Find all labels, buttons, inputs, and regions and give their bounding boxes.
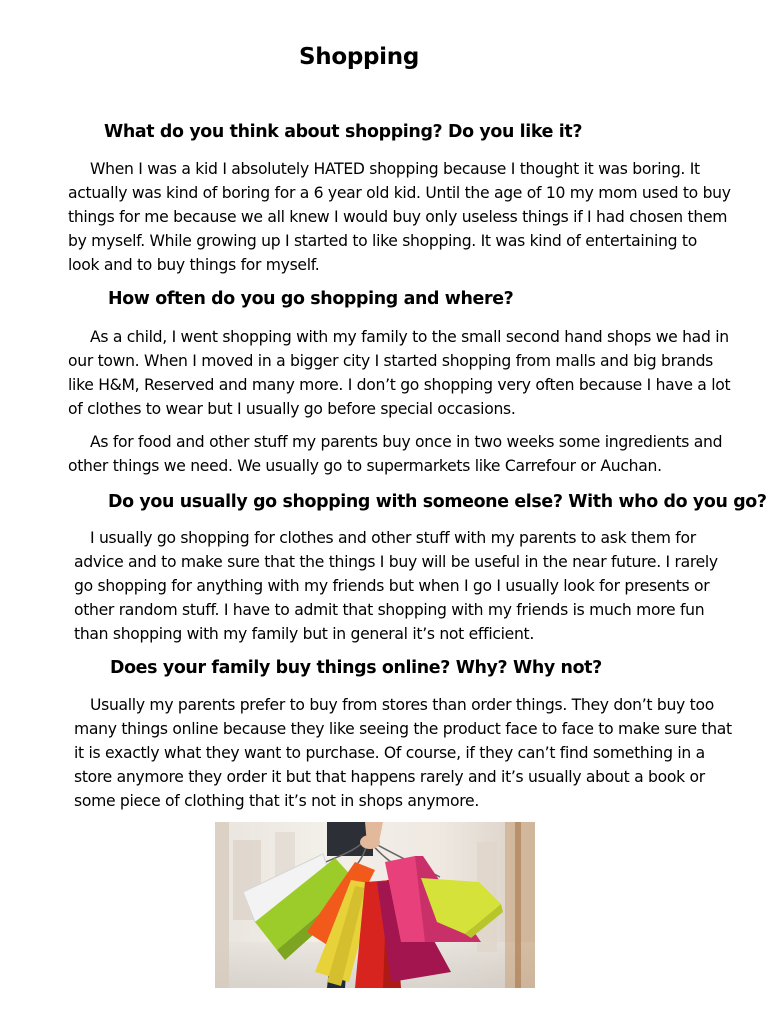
- paragraph: [68, 157, 731, 277]
- page-title: Shopping: [299, 44, 419, 70]
- paragraph-line: store anymore they order it but that happens rarely and it’s usually about a book or: [74, 768, 705, 786]
- paragraph: [68, 430, 722, 478]
- paragraph-line: advice and to make sure that the things I buy will be useful in the near future. I rarely: [74, 553, 718, 571]
- paragraph-line: some piece of clothing that it’s not in shops anymore.: [74, 792, 479, 810]
- paragraph-line: As for food and other stuff my parents buy once in two weeks some ingredients and: [90, 433, 723, 451]
- paragraph-line: When I was a kid I absolutely HATED shopping because I thought it was boring. It: [90, 160, 700, 178]
- paragraph-line: actually was kind of boring for a 6 year old kid. Until the age of 10 my mom used to buy: [68, 184, 731, 202]
- paragraph-line: As a child, I went shopping with my family to the small second hand shops we had in: [90, 328, 729, 346]
- section-heading: How often do you go shopping and where?: [108, 289, 514, 309]
- paragraph-line: look and to buy things for myself.: [68, 256, 320, 274]
- paragraph-line: other random stuff. I have to admit that shopping with my friends is much more fun: [74, 601, 705, 619]
- section-heading: What do you think about shopping? Do you like it?: [104, 122, 583, 142]
- paragraph-line: like H&M, Reserved and many more. I don’t go shopping very often because I have a lot: [68, 376, 731, 394]
- paragraph: [68, 325, 730, 421]
- paragraph-line: of clothes to wear but I usually go before special occasions.: [68, 400, 516, 418]
- paragraph: [74, 526, 718, 646]
- paragraph-line: many things online because they like seeing the product face to face to make sure that: [74, 720, 732, 738]
- shopping-bags-icon: [215, 822, 535, 988]
- section-heading: Do you usually go shopping with someone else? With who do you go?: [108, 492, 767, 512]
- paragraph-line: than shopping with my family but in general it’s not efficient.: [74, 625, 534, 643]
- section-heading: Does your family buy things online? Why? Why not?: [110, 658, 602, 678]
- paragraph-line: our town. When I moved in a bigger city I started shopping from malls and big brands: [68, 352, 714, 370]
- shopping-bags-photo: [215, 822, 535, 988]
- paragraph-line: go shopping for anything with my friends but when I go I usually look for presents or: [74, 577, 710, 595]
- paragraph-line: I usually go shopping for clothes and other stuff with my parents to ask them for: [90, 529, 696, 547]
- paragraph-line: things for me because we all knew I would buy only useless things if I had chosen them: [68, 208, 728, 226]
- paragraph-line: Usually my parents prefer to buy from stores than order things. They don’t buy too: [90, 696, 714, 714]
- paragraph: [74, 693, 732, 813]
- paragraph-line: it is exactly what they want to purchase. Of course, if they can’t find something in a: [74, 744, 705, 762]
- paragraph-line: by myself. While growing up I started to like shopping. It was kind of entertaining to: [68, 232, 697, 250]
- paragraph-line: other things we need. We usually go to supermarkets like Carrefour or Auchan.: [68, 457, 662, 475]
